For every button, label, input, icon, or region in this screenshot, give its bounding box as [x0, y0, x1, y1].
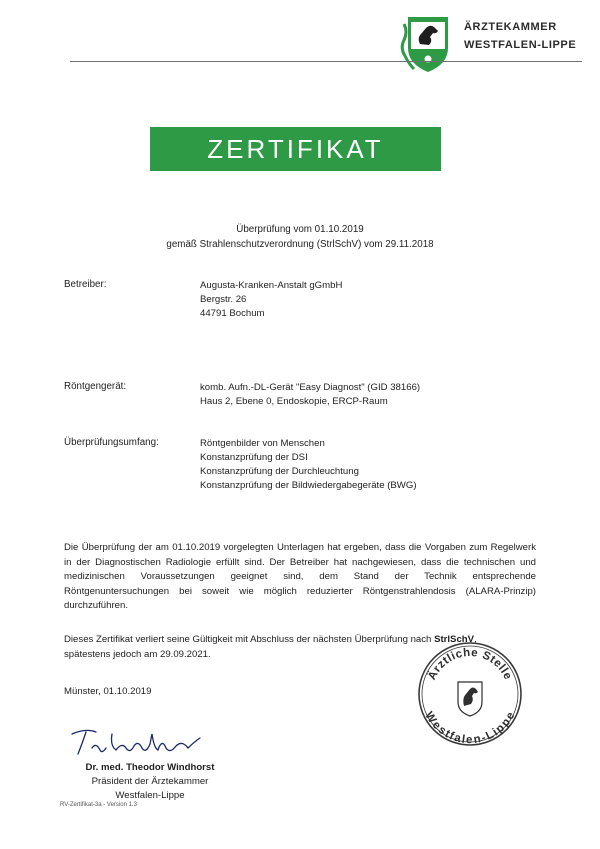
- organization-name-line1: ÄRZTEKAMMER: [464, 21, 557, 33]
- aerztekammer-logo: [400, 14, 456, 74]
- place-and-date: Münster, 01.10.2019: [64, 686, 152, 697]
- operator-value: [200, 279, 342, 321]
- scope-item: Konstanzprüfung der Bildwiedergabegeräte (BWG): [200, 480, 417, 491]
- scope-label: Überprüfungsumfang:: [64, 437, 159, 448]
- validity-deadline: spätestens jedoch am 29.09.2021.: [64, 648, 211, 660]
- xray-device-value: [200, 381, 420, 409]
- regulation-line: gemäß Strahlenschutzverordnung (StrlSchV) vom 29.11.2018: [166, 239, 434, 250]
- signer-name: Dr. med. Theodor Windhorst: [85, 762, 215, 773]
- header-divider: [70, 61, 582, 62]
- operator-name: Augusta-Kranken-Anstalt gGmbH: [200, 280, 343, 291]
- validity-comma: ,: [474, 634, 477, 645]
- svg-text:Westfalen-Lippe: [422, 710, 517, 746]
- stamp-top-text: Ärztliche Stelle: [426, 646, 514, 683]
- official-stamp: [416, 640, 524, 748]
- organization-name-line2: WESTFALEN-LIPPE: [464, 39, 577, 51]
- scope-value: [200, 437, 417, 493]
- operator-label: Betreiber:: [64, 279, 107, 290]
- scope-item: Röntgenbilder von Menschen: [200, 438, 325, 449]
- xray-device-label: Röntgengerät:: [64, 381, 127, 392]
- signer-organization: Westfalen-Lippe: [115, 790, 185, 801]
- operator-street: Bergstr. 26: [200, 294, 247, 305]
- stamp-bottom-text: Westfalen-Lippe: [422, 709, 518, 747]
- stamp-horse-emblem: [458, 682, 482, 716]
- signer-role: Präsident der Ärztekammer: [91, 776, 209, 787]
- operator-city: 44791 Bochum: [200, 308, 265, 319]
- certificate-title: ZERTIFIKAT: [207, 134, 384, 164]
- svg-text:Ärztliche Stelle: [425, 647, 514, 682]
- handwritten-signature: [66, 724, 206, 760]
- result-paragraph: Die Überprüfung der am 01.10.2019 vorgelegten Unterlagen hat ergeben, dass die Vorgaben zum Regelwerk in der Diagnostischen Radiologie erfüllt sind. Der Betreiber hat nachgewiesen, dass die technischen und medizinischen Voraussetzungen geeignet sind, dem Stand der Technik entsprechende Röntgenuntersuchungen bei soweit wie möglich reduzierter Röntgenstrahlendosis (ALARA-Prinzip) durchzuführen.: [64, 542, 536, 611]
- scope-item: Konstanzprüfung der DSI: [200, 452, 308, 463]
- xray-device-location: Haus 2, Ebene 0, Endoskopie, ERCP-Raum: [200, 396, 388, 407]
- validity-text: Dieses Zertifikat verliert seine Gültigkeit mit Abschluss der nächsten Überprüfung nach: [64, 634, 435, 645]
- form-version-id: RV-Zertifikat-3a - Version 1.3: [60, 802, 137, 808]
- inspection-date-line: Überprüfung vom 01.10.2019: [236, 224, 364, 235]
- xray-device-model: komb. Aufn.-DL-Gerät "Easy Diagnost" (GID 38166): [200, 382, 421, 393]
- validity-regulation: StrlSchV: [434, 634, 475, 645]
- scope-item: Konstanzprüfung der Durchleuchtung: [200, 466, 359, 477]
